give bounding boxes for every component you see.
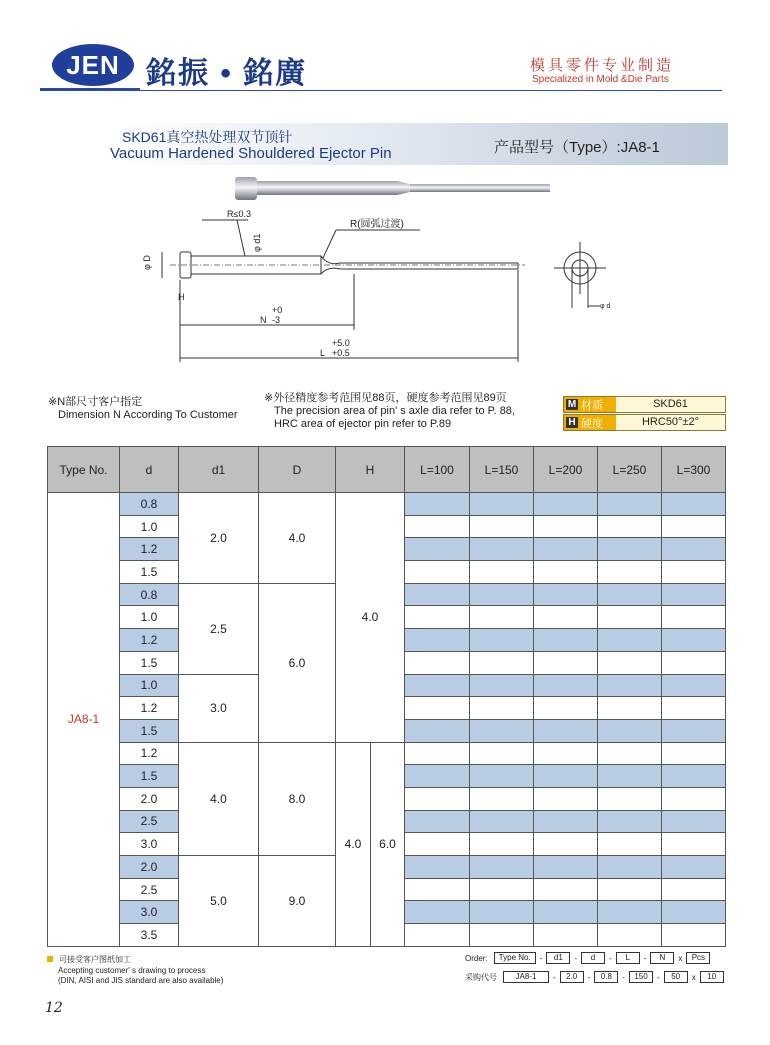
length-cell <box>534 493 598 516</box>
length-cell <box>405 765 470 788</box>
purchase-code-row <box>465 971 726 983</box>
d-cell: 2.5 <box>120 810 179 833</box>
dash: - <box>574 953 578 963</box>
footer-note-cn <box>47 954 131 965</box>
length-cell <box>470 810 534 833</box>
r-small-label: R≤0.3 <box>227 209 251 219</box>
dash: - <box>643 953 647 963</box>
tagline-cn: 模具零件专业制造 <box>530 56 675 74</box>
length-cell <box>470 651 534 674</box>
length-cell <box>405 583 470 606</box>
purchase-label: 采购代号 <box>465 972 497 982</box>
length-cell <box>405 651 470 674</box>
length-cell <box>662 697 726 720</box>
L-tol-dn: +0.5 <box>332 348 350 358</box>
length-cell <box>598 833 662 856</box>
d-cell: 2.0 <box>120 787 179 810</box>
length-cell <box>534 697 598 720</box>
length-cell <box>534 515 598 538</box>
length-cell <box>662 856 726 879</box>
d-cell: 1.5 <box>120 765 179 788</box>
dash: - <box>657 972 660 982</box>
footer-note-en2: (DIN, AISI and JIS standard are also available) <box>58 976 224 985</box>
header-type-no: Type No. <box>48 447 120 493</box>
pin-end-view <box>554 242 606 308</box>
material-box <box>563 396 726 432</box>
length-cell <box>662 674 726 697</box>
d1-cell: 3.0 <box>179 674 259 742</box>
hardness-row <box>563 414 726 431</box>
table-row <box>48 493 726 516</box>
tagline-en: Specialized in Mold &Die Parts <box>532 74 669 85</box>
material-label: 材质 <box>581 399 603 412</box>
length-cell <box>662 810 726 833</box>
d-cell: 2.0 <box>120 856 179 879</box>
length-cell <box>470 629 534 652</box>
length-cell <box>534 765 598 788</box>
page-number: 12 <box>45 1000 63 1016</box>
d-cell: 3.5 <box>120 924 179 947</box>
d-cell: 3.0 <box>120 833 179 856</box>
buy-box-d1: 2.0 <box>560 971 584 983</box>
d-cell: 1.5 <box>120 651 179 674</box>
length-cell <box>405 719 470 742</box>
length-cell <box>662 878 726 901</box>
length-cell <box>534 856 598 879</box>
length-cell <box>405 606 470 629</box>
d-cell: 1.0 <box>120 674 179 697</box>
header-l100: L=100 <box>405 447 470 493</box>
buy-box-n: 50 <box>664 971 688 983</box>
company-logo: JEN <box>52 44 134 86</box>
order-box-type: Type No. <box>494 952 536 964</box>
length-cell <box>662 629 726 652</box>
length-cell <box>598 787 662 810</box>
d-cell: 3.0 <box>120 901 179 924</box>
length-cell <box>405 856 470 879</box>
length-cell <box>470 606 534 629</box>
times: x <box>691 972 696 982</box>
L-tol-up: +5.0 <box>332 338 350 348</box>
header-D: D <box>259 447 336 493</box>
length-cell <box>405 878 470 901</box>
length-cell <box>598 742 662 765</box>
d1-cell: 4.0 <box>179 742 259 855</box>
d-cell: 0.8 <box>120 583 179 606</box>
footer-cn-text: 可接受客户图纸加工 <box>59 955 131 964</box>
length-cell <box>534 538 598 561</box>
length-cell <box>598 629 662 652</box>
buy-box-type: JA8-1 <box>503 971 549 983</box>
length-cell <box>470 515 534 538</box>
length-cell <box>405 515 470 538</box>
note-precision <box>264 392 515 431</box>
length-cell <box>470 742 534 765</box>
length-cell <box>598 515 662 538</box>
length-cell <box>598 924 662 947</box>
length-cell <box>598 878 662 901</box>
table-header-row <box>48 447 726 493</box>
header-d: d <box>120 447 179 493</box>
length-cell <box>470 538 534 561</box>
length-cell <box>534 833 598 856</box>
D-cell: 6.0 <box>259 583 336 742</box>
length-cell <box>662 583 726 606</box>
length-cell <box>534 924 598 947</box>
product-title-en: Vacuum Hardened Shouldered Ejector Pin <box>110 145 392 162</box>
length-cell <box>470 561 534 584</box>
length-cell <box>470 856 534 879</box>
L-label: L <box>320 348 326 358</box>
hardness-value: HRC50°±2° <box>616 415 725 430</box>
length-cell <box>405 901 470 924</box>
length-cell <box>534 901 598 924</box>
length-cell <box>405 538 470 561</box>
order-box-d1: d1 <box>546 952 570 964</box>
dash: - <box>587 972 591 982</box>
d-label: φ d <box>600 303 611 310</box>
length-cell <box>662 493 726 516</box>
length-cell <box>470 719 534 742</box>
length-cell <box>534 787 598 810</box>
order-box-pcs: Pcs <box>686 952 710 964</box>
pin-photo <box>235 177 550 200</box>
length-cell <box>405 787 470 810</box>
d1-cell: 2.0 <box>179 493 259 584</box>
length-cell <box>662 538 726 561</box>
length-cell <box>662 561 726 584</box>
N-tol-up: +0 <box>272 305 283 315</box>
length-cell <box>598 674 662 697</box>
length-cell <box>662 651 726 674</box>
N-label: N <box>260 315 267 325</box>
length-cell <box>662 742 726 765</box>
length-cell <box>598 810 662 833</box>
dash: - <box>622 972 626 982</box>
d-cell: 1.5 <box>120 561 179 584</box>
length-cell <box>405 697 470 720</box>
length-cell <box>662 719 726 742</box>
length-cell <box>662 787 726 810</box>
H-label: H <box>178 292 185 302</box>
D-cell: 9.0 <box>259 856 336 947</box>
d-cell: 1.0 <box>120 606 179 629</box>
order-box-d: d <box>581 952 605 964</box>
D-cell: 8.0 <box>259 742 336 855</box>
times: x <box>678 953 683 963</box>
header-divider <box>122 90 722 91</box>
H-cell: 4.0 <box>336 742 371 946</box>
length-cell <box>662 901 726 924</box>
d1-cell: 5.0 <box>179 856 259 947</box>
order-box-l: L <box>616 952 640 964</box>
header-l300: L=300 <box>662 447 726 493</box>
length-cell <box>470 787 534 810</box>
length-cell <box>534 719 598 742</box>
length-cell <box>598 538 662 561</box>
d-cell: 1.0 <box>120 515 179 538</box>
length-cell <box>598 583 662 606</box>
d-cell: 1.2 <box>120 697 179 720</box>
d-cell: 1.5 <box>120 719 179 742</box>
note-dimension-n <box>48 396 238 422</box>
hardness-letter: H <box>566 417 578 428</box>
length-cell <box>405 833 470 856</box>
buy-box-d: 0.8 <box>594 971 618 983</box>
length-cell <box>534 674 598 697</box>
length-cell <box>598 651 662 674</box>
length-cell <box>662 765 726 788</box>
length-cell <box>662 924 726 947</box>
d-cell: 1.2 <box>120 629 179 652</box>
note-n-cn: ※N部尺寸客户指定 <box>48 396 143 408</box>
N-tol-dn: -3 <box>272 315 281 325</box>
length-cell <box>662 606 726 629</box>
dash: - <box>539 953 543 963</box>
length-cell <box>598 606 662 629</box>
length-cell <box>405 629 470 652</box>
length-cell <box>470 765 534 788</box>
length-cell <box>405 810 470 833</box>
length-cell <box>534 651 598 674</box>
length-cell <box>470 833 534 856</box>
d1-cell: 2.5 <box>179 583 259 674</box>
type-no-cell: JA8-1 <box>48 493 120 947</box>
length-cell <box>534 878 598 901</box>
length-cell <box>598 765 662 788</box>
length-cell <box>534 629 598 652</box>
H-cell: 6.0 <box>371 742 405 946</box>
header-H: H <box>336 447 405 493</box>
footer-note-en1: Accepting customer' s drawing to process <box>58 966 206 975</box>
product-title-cn: SKD61真空热处理双节顶针 <box>122 129 293 145</box>
length-cell <box>598 856 662 879</box>
length-cell <box>598 561 662 584</box>
length-cell <box>534 810 598 833</box>
d-cell: 1.2 <box>120 538 179 561</box>
header-l250: L=250 <box>598 447 662 493</box>
length-cell <box>662 833 726 856</box>
length-cell <box>534 561 598 584</box>
length-cell <box>534 583 598 606</box>
note-p-cn: ※外径精度参考范围见88页，硬度参考范围见89页 <box>264 392 507 404</box>
dash: - <box>553 972 556 982</box>
length-cell <box>405 674 470 697</box>
length-cell <box>534 606 598 629</box>
length-cell <box>534 742 598 765</box>
length-cell <box>470 583 534 606</box>
length-cell <box>662 515 726 538</box>
ejector-pin-drawing <box>140 170 640 380</box>
length-cell <box>470 924 534 947</box>
r-arc-label: R(圆弧过渡) <box>350 219 404 230</box>
material-letter: M <box>567 399 577 410</box>
header-l150: L=150 <box>470 447 534 493</box>
buy-box-qty: 10 <box>700 971 724 983</box>
length-cell <box>470 493 534 516</box>
D-label: φ D <box>142 255 152 270</box>
header-d1: d1 <box>179 447 259 493</box>
d1-label: φ d1 <box>252 233 262 252</box>
buy-box-l: 150 <box>629 971 653 983</box>
material-row <box>563 396 726 413</box>
d-cell: 1.2 <box>120 742 179 765</box>
length-cell <box>405 924 470 947</box>
d-cell: 2.5 <box>120 878 179 901</box>
length-cell <box>598 697 662 720</box>
order-code-row <box>465 952 712 964</box>
length-cell <box>405 742 470 765</box>
length-cell <box>598 493 662 516</box>
D-cell: 4.0 <box>259 493 336 584</box>
spec-table <box>47 446 726 947</box>
order-box-n: N <box>650 952 674 964</box>
length-cell <box>405 493 470 516</box>
length-cell <box>405 561 470 584</box>
hardness-label: 硬度 <box>581 417 603 430</box>
note-n-en: Dimension N According To Customer <box>58 409 238 421</box>
table-row <box>48 742 726 765</box>
brand-name: 銘振 • 銘廣 <box>146 57 308 90</box>
d-cell: 0.8 <box>120 493 179 516</box>
material-value: SKD61 <box>616 397 725 412</box>
length-cell <box>470 674 534 697</box>
product-type-label: 产品型号（Type）:JA8-1 <box>494 139 660 156</box>
length-cell <box>598 719 662 742</box>
H-cell: 4.0 <box>336 493 405 743</box>
note-p-en1: The precision area of pin' s axle dia refer to P. 88, <box>274 405 515 417</box>
length-cell <box>470 878 534 901</box>
dash: - <box>609 953 612 963</box>
order-label: Order: <box>465 953 488 963</box>
length-cell <box>470 697 534 720</box>
header-l200: L=200 <box>534 447 598 493</box>
note-p-en2: HRC area of ejector pin refer to P.89 <box>274 418 452 430</box>
length-cell <box>598 901 662 924</box>
length-cell <box>470 901 534 924</box>
